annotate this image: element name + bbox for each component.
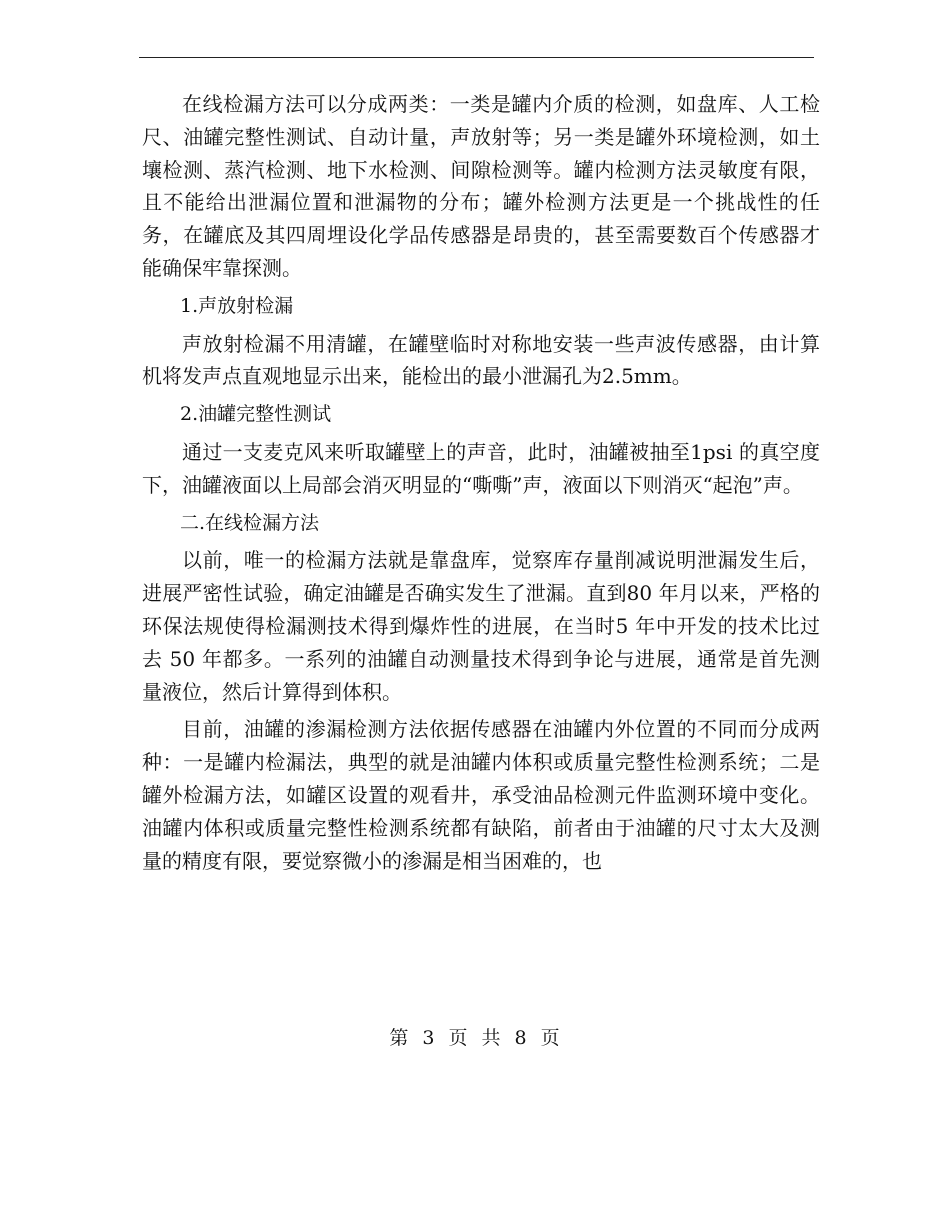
section-heading-online: 二.在线检漏方法 <box>180 511 320 534</box>
paragraph-history: 以前，唯一的检漏方法就是靠盘库，觉察库存量削减说明泄漏发生后，进展严密性试验，确定油罐是否确实发生了泄漏。直到80 年月以来，严格的环保法规使得检漏测技术得到爆炸性的进展，在当时5 年中开发的技术比过去 50 年都多。一系列的油罐自动测量技术得到争论与进展，通常是首先测量液位，然后计算得到体积。 <box>142 548 820 704</box>
paragraph-intro: 在线检漏方法可以分成两类：一类是罐内介质的检测，如盘库、人工检尺、油罐完整性测试、自动计量，声放射等；另一类是罐外环境检测，如土壤检测、蒸汽检测、地下水检测、间隙检测等。罐内检测方法灵敏度有限，且不能给出泄漏位置和泄漏物的分布；罐外检测方法更是一个挑战性的任务，在罐底及其四周埋设化学品传感器是昂贵的，甚至需要数百个传感器才能确保牢靠探测。 <box>142 92 820 280</box>
page-number-footer: 第 3 页 共 8 页 <box>389 1027 561 1049</box>
body-text <box>142 88 820 877</box>
paragraph-acoustic: 声放射检漏不用清罐，在罐壁临时对称地安装一些声波传感器，由计算机将发声点直观地显示出来，能检出的最小泄漏孔为2.5mm。 <box>142 331 820 389</box>
section-heading-integrity: 2.油罐完整性测试 <box>180 403 332 426</box>
paragraph-integrity: 通过一支麦克风来听取罐壁上的声音，此时，油罐被抽至1psi 的真空度下，油罐液面以上局部会消灭明显的“嘶嘶”声，液面以下则消灭“起泡”声。 <box>142 439 820 497</box>
section-heading-acoustic: 1.声放射检漏 <box>180 294 294 317</box>
header-rule <box>139 57 814 58</box>
paragraph-current-methods: 目前，油罐的渗漏检测方法依据传感器在油罐内外位置的不同而分成两种：一是罐内检漏法，典型的就是油罐内体积或质量完整性检测系统；二是罐外检漏方法，如罐区设置的观看井，承受油品检测元件监测环境中变化。油罐内体积或质量完整性检测系统都有缺陷，前者由于油罐的尺寸太大及测量的精度有限，要觉察微小的渗漏是相当困难的，也 <box>142 717 820 873</box>
